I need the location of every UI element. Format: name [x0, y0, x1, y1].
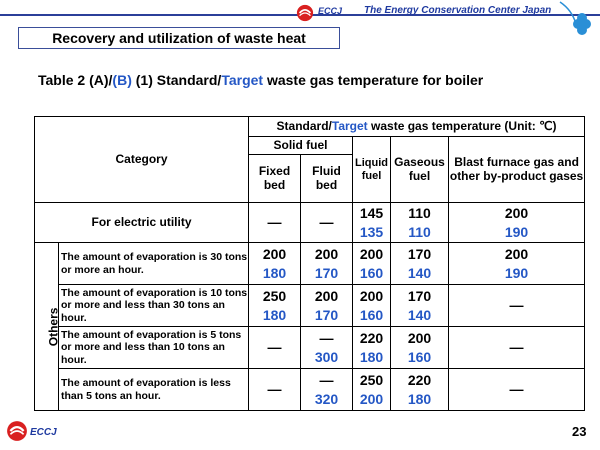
fluid-bed-header: Fluid bed — [301, 155, 353, 203]
cell-fixed: — — [249, 369, 301, 411]
cell-fixed: — — [249, 203, 301, 243]
row-label: The amount of evaporation is 10 tons or more and less than 30 tons an hour. — [59, 285, 249, 327]
clover-icon — [558, 0, 598, 44]
cell-fluid: — 320 — [301, 369, 353, 411]
blast-furnace-header: Blast furnace gas and other by-product gases — [449, 137, 585, 203]
fixed-bed-header: Fixed bed — [249, 155, 301, 203]
row-label: The amount of evaporation is less than 5 tons an hour. — [59, 369, 249, 411]
category-header: Category — [35, 117, 249, 203]
header-logo-text: ECCJ — [318, 6, 343, 16]
table-row — [35, 285, 585, 327]
liquid-fuel-header: Liquid fuel — [353, 137, 391, 203]
cell-fluid: 200 170 — [301, 243, 353, 285]
gaseous-fuel-header: Gaseous fuel — [391, 137, 449, 203]
row-label: The amount of evaporation is 30 tons or more an hour. — [59, 243, 249, 285]
solid-fuel-header: Solid fuel — [249, 137, 353, 155]
cell-liquid: 145 135 — [353, 203, 391, 243]
footer-logo-text: ECCJ — [30, 427, 57, 438]
temperature-table — [34, 116, 585, 411]
table-title: Table 2 (A)/(B) (1) Standard/Target waste gas temperature for boiler — [38, 72, 484, 88]
cell-liquid: 200 160 — [353, 243, 391, 285]
cell-liquid: 200 160 — [353, 285, 391, 327]
cell-liquid: 220 180 — [353, 327, 391, 369]
organization-name: The Energy Conservation Center Japan — [364, 5, 552, 16]
cell-blast: — — [449, 327, 585, 369]
table-row — [35, 327, 585, 369]
cell-fixed: 200 180 — [249, 243, 301, 285]
cell-gas: 220 180 — [391, 369, 449, 411]
cell-fixed: — — [249, 327, 301, 369]
cell-fluid: — — [301, 203, 353, 243]
cell-gas: 170 140 — [391, 243, 449, 285]
cell-fluid: 200 170 — [301, 285, 353, 327]
cell-fluid: — 300 — [301, 327, 353, 369]
row-label: The amount of evaporation is 5 tons or more and less than 10 tons an hour. — [59, 327, 249, 369]
temperature-header: Standard/Target waste gas temperature (Unit: ℃) — [249, 117, 585, 137]
cell-liquid: 250 200 — [353, 369, 391, 411]
cell-gas: 170 140 — [391, 285, 449, 327]
cell-blast: — — [449, 369, 585, 411]
cell-gas: 200 160 — [391, 327, 449, 369]
others-label: Others — [35, 243, 59, 411]
cell-gas: 110 110 — [391, 203, 449, 243]
table-row — [35, 203, 585, 243]
cell-blast: — — [449, 285, 585, 327]
cell-blast: 200 190 — [449, 203, 585, 243]
cell-blast: 200 190 — [449, 243, 585, 285]
eccj-logo-icon — [6, 420, 28, 442]
table-row — [35, 243, 585, 285]
cell-fixed: 250 180 — [249, 285, 301, 327]
table-row — [35, 369, 585, 411]
page-number: 23 — [572, 424, 587, 439]
eccj-logo-icon — [296, 4, 314, 22]
electric-utility-label: For electric utility — [35, 203, 249, 243]
section-title: Recovery and utilization of waste heat — [18, 27, 340, 49]
